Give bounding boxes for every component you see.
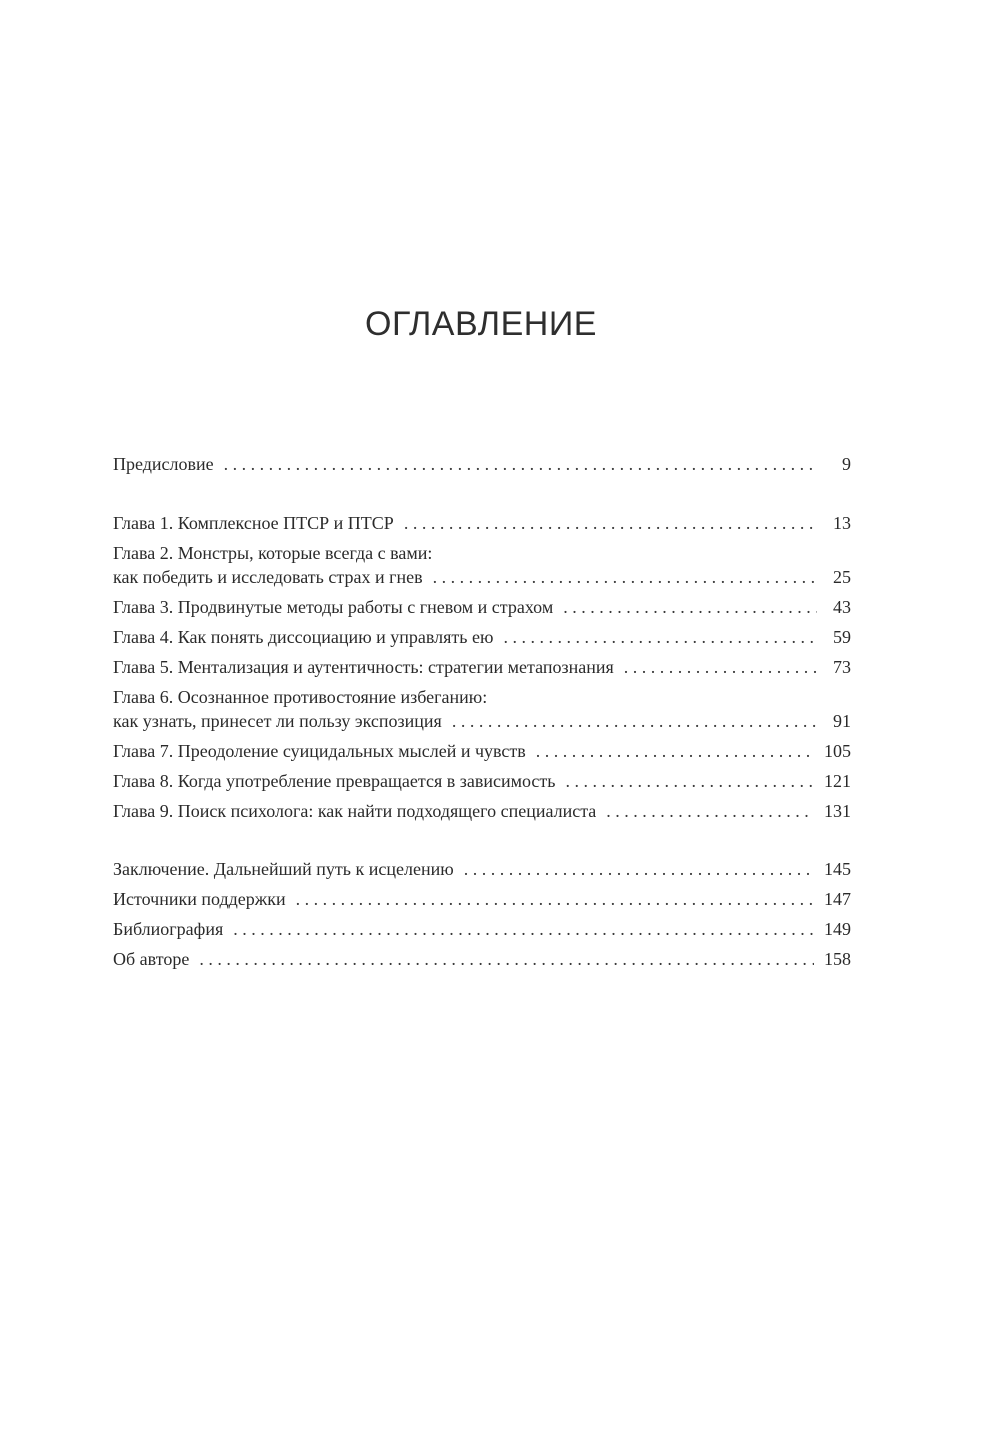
toc-entry-title: Глава 6. Осознанное противостояние избеганию: — [113, 687, 488, 707]
toc-entry-line — [113, 541, 851, 565]
toc-entry — [113, 625, 851, 649]
dot-leader — [233, 917, 814, 941]
toc-entry — [113, 947, 851, 971]
dot-leader — [404, 511, 817, 535]
toc-section-ending — [113, 857, 851, 977]
toc-entry-title: Источники поддержки — [113, 889, 286, 909]
toc-entry-title: Глава 2. Монстры, которые всегда с вами: — [113, 543, 433, 563]
toc-page-number: 73 — [833, 657, 851, 677]
toc-page-number: 158 — [824, 949, 851, 969]
toc-page-number: 145 — [824, 859, 851, 879]
toc-entry-line — [113, 917, 851, 941]
toc-entry-line — [113, 799, 851, 823]
toc-entry-title: Предисловие — [113, 454, 214, 474]
toc-page-number: 59 — [833, 627, 851, 647]
toc-page-number: 13 — [833, 513, 851, 533]
toc-page-number: 149 — [824, 919, 851, 939]
toc-page-number: 9 — [842, 454, 851, 474]
toc-entry-line — [113, 625, 851, 649]
dot-leader — [624, 655, 817, 679]
toc-entry — [113, 857, 851, 881]
toc-entry — [113, 595, 851, 619]
toc-entry — [113, 452, 851, 476]
toc-page-number: 91 — [833, 711, 851, 731]
toc-entry — [113, 655, 851, 679]
dot-leader — [452, 709, 817, 733]
toc-entry-title: Глава 5. Ментализация и аутентичность: стратегии метапознания — [113, 657, 614, 677]
toc-entry-line — [113, 887, 851, 911]
toc-entry-title: Глава 4. Как понять диссоциацию и управлять ею — [113, 627, 494, 647]
page-title: ОГЛАВЛЕНИЕ — [365, 305, 597, 343]
toc-entry-line — [113, 769, 851, 793]
dot-leader — [296, 887, 814, 911]
toc-page-number: 105 — [824, 741, 851, 761]
toc-entry-title: Заключение. Дальнейший путь к исцелению — [113, 859, 454, 879]
toc-entry-line — [113, 452, 851, 476]
toc-entry-line — [113, 709, 851, 733]
toc-entry-line — [113, 947, 851, 971]
toc-page-number: 25 — [833, 567, 851, 587]
toc-section-chapters — [113, 511, 851, 829]
toc-entry — [113, 799, 851, 823]
toc-entry-line — [113, 511, 851, 535]
dot-leader — [464, 857, 814, 881]
toc-entry — [113, 769, 851, 793]
dot-leader — [503, 625, 817, 649]
toc-entry-title: Глава 8. Когда употребление превращается в зависимость — [113, 771, 556, 791]
toc-entry-title: как узнать, принесет ли пользу экспозиция — [113, 711, 442, 731]
toc-entry-line — [113, 739, 851, 763]
dot-leader — [606, 799, 814, 823]
dot-leader — [433, 565, 817, 589]
toc-entry-line — [113, 565, 851, 589]
toc-entry-title: Об авторе — [113, 949, 190, 969]
toc-entry — [113, 541, 851, 589]
toc-entry-line — [113, 655, 851, 679]
toc-entry-line — [113, 595, 851, 619]
toc-entry-title: Глава 9. Поиск психолога: как найти подходящего специалиста — [113, 801, 597, 821]
toc-entry-line — [113, 685, 851, 709]
toc-page-number: 121 — [824, 771, 851, 791]
dot-leader — [224, 452, 817, 476]
dot-leader — [563, 595, 817, 619]
toc-entry — [113, 887, 851, 911]
toc-entry — [113, 685, 851, 733]
toc-entry-line — [113, 857, 851, 881]
toc-section-intro — [113, 452, 851, 482]
toc-page-number: 147 — [824, 889, 851, 909]
toc-entry-title: Глава 3. Продвинутые методы работы с гневом и страхом — [113, 597, 554, 617]
dot-leader — [536, 739, 814, 763]
toc-page-number: 131 — [824, 801, 851, 821]
dot-leader — [566, 769, 815, 793]
dot-leader — [199, 947, 814, 971]
toc-entry-title: Глава 1. Комплексное ПТСР и ПТСР — [113, 513, 394, 533]
toc-entry-title: как победить и исследовать страх и гнев — [113, 567, 423, 587]
toc-entry — [113, 917, 851, 941]
toc-entry-title: Глава 7. Преодоление суицидальных мыслей и чувств — [113, 741, 526, 761]
toc-entry-title: Библиография — [113, 919, 224, 939]
toc-page-number: 43 — [833, 597, 851, 617]
toc-entry — [113, 739, 851, 763]
toc-entry — [113, 511, 851, 535]
